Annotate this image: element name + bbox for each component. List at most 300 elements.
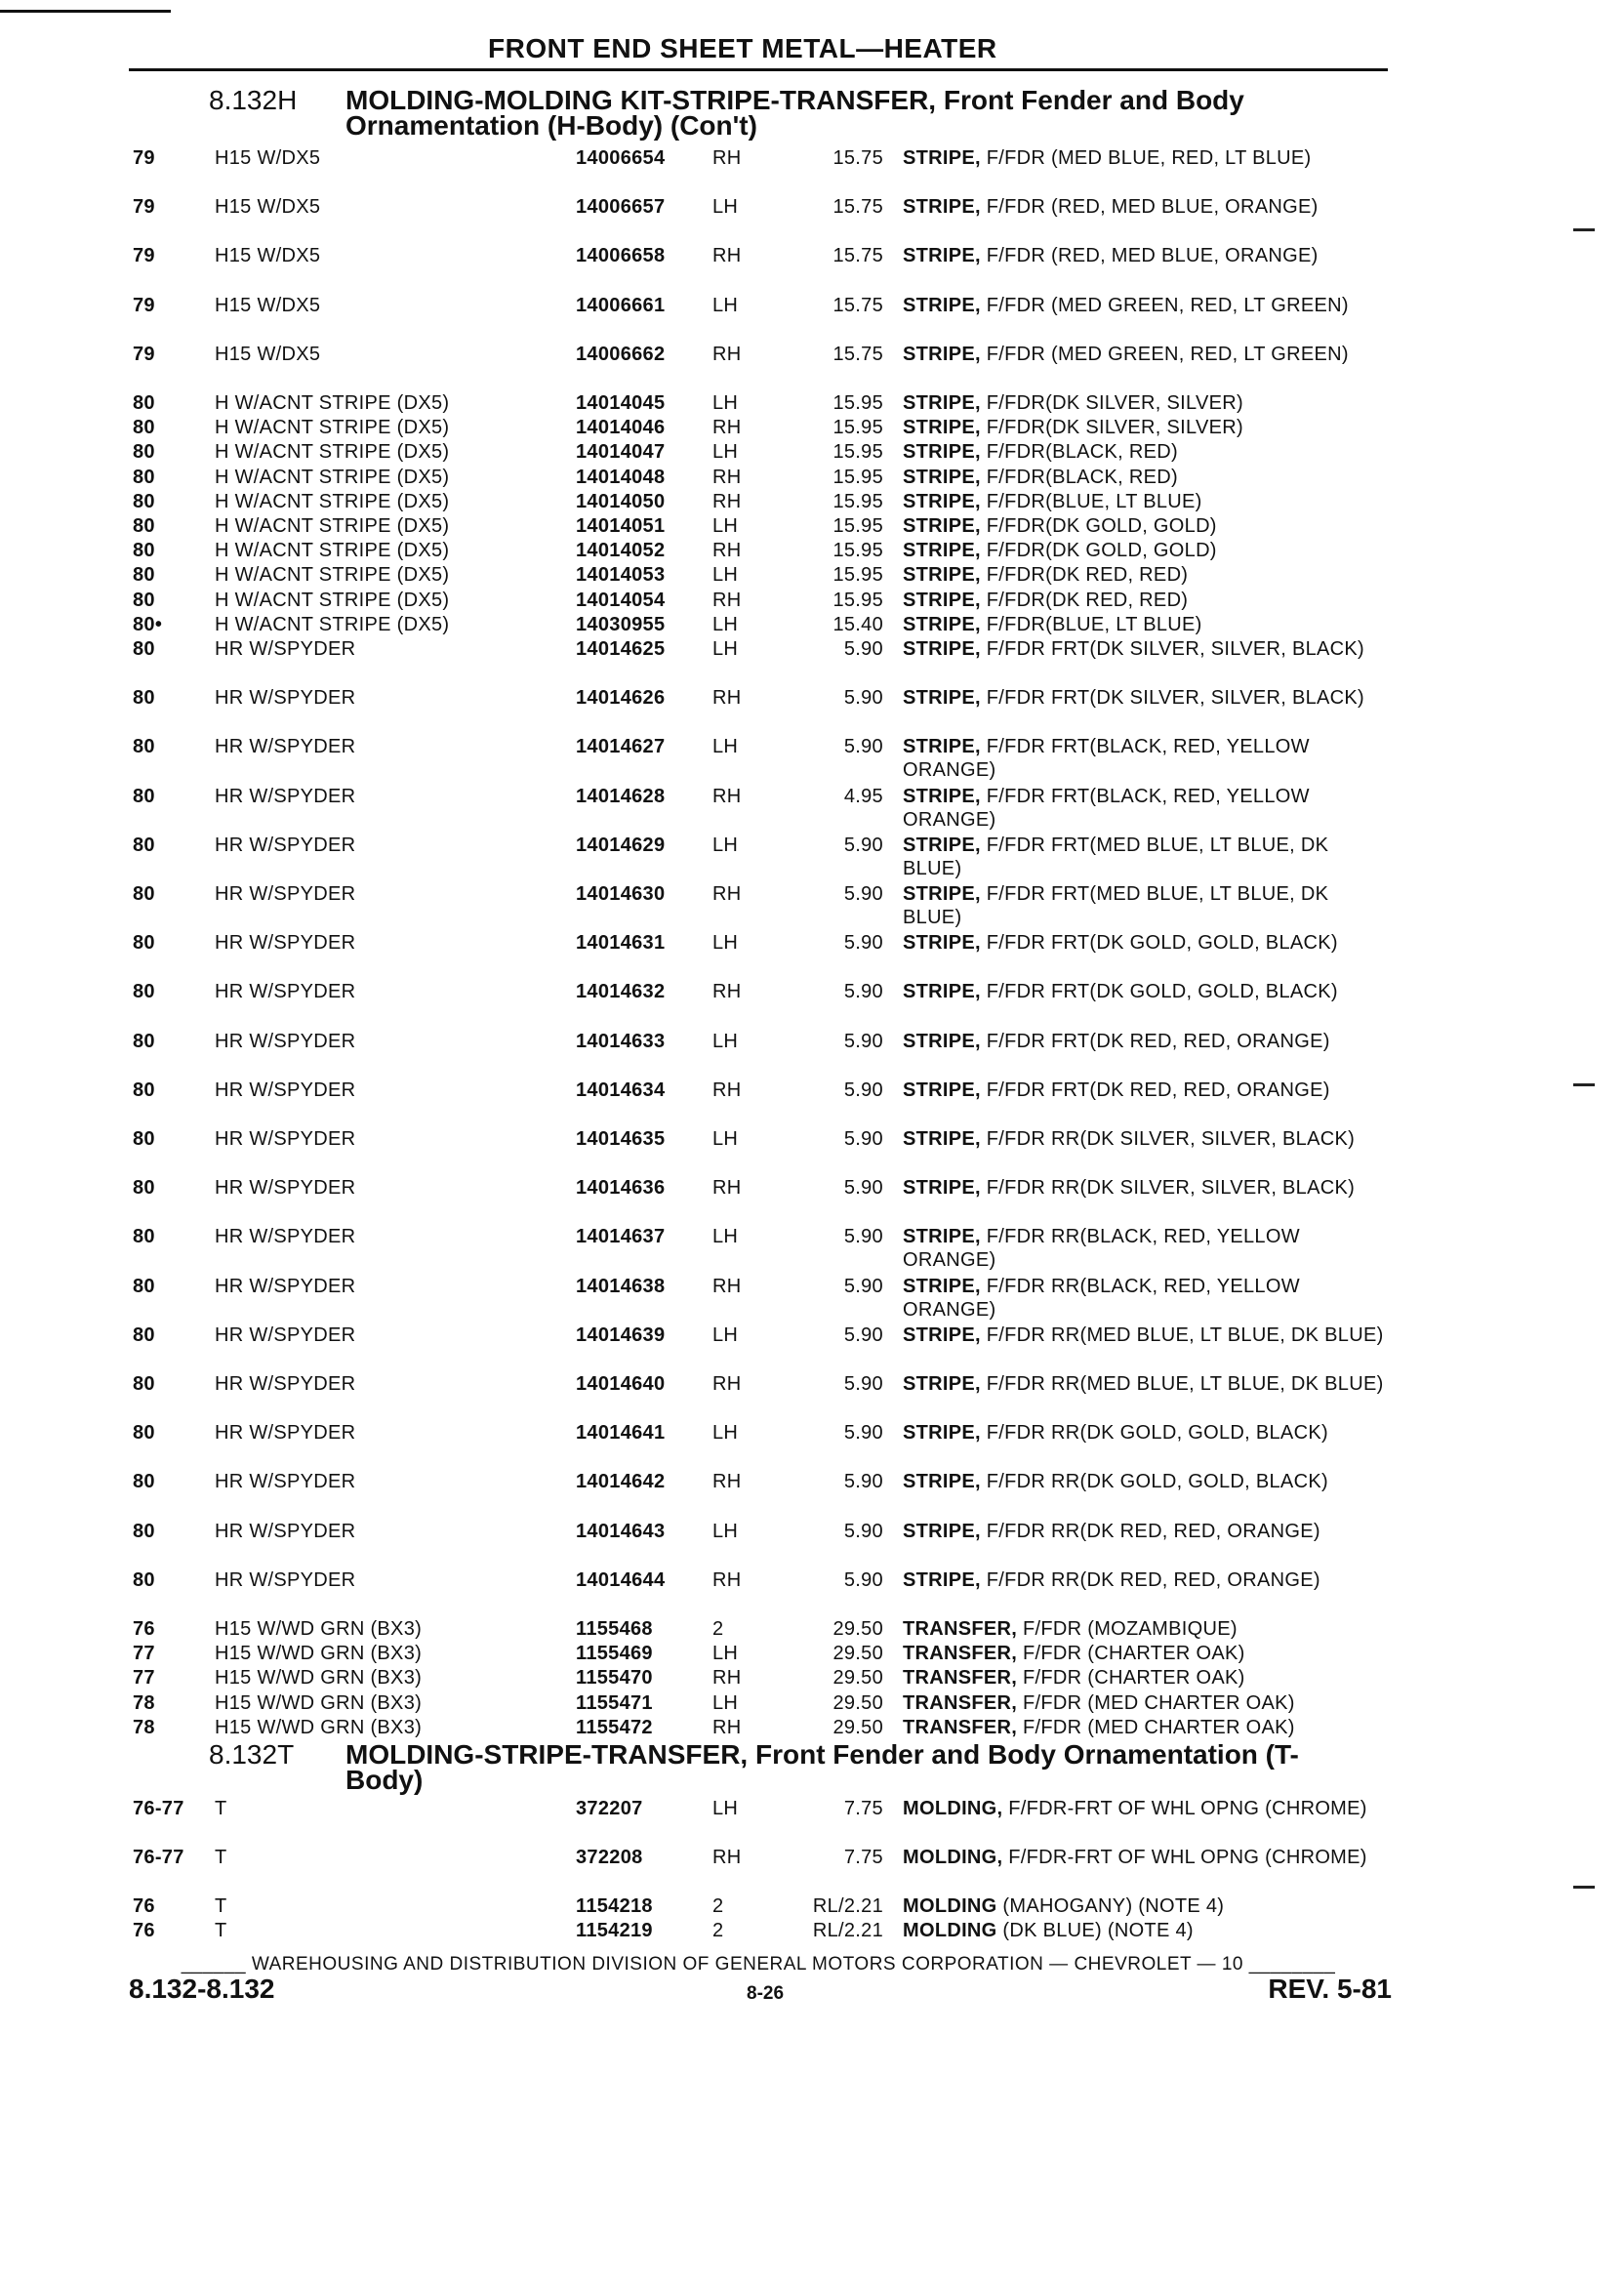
- row-description-type: STRIPE,: [903, 294, 981, 316]
- row-description: [903, 1323, 1391, 1347]
- row-description: [903, 466, 1391, 489]
- row-description: [903, 1275, 1391, 1322]
- row-description-type: STRIPE,: [903, 1323, 981, 1346]
- row-year: 79: [133, 343, 155, 365]
- row-year: 80: [133, 736, 155, 758]
- row-qty: LH: [712, 1520, 739, 1542]
- row-description-text: F/FDR(DK GOLD, GOLD): [980, 515, 1217, 537]
- row-model: H15 W/WD GRN (BX3): [215, 1667, 423, 1690]
- row-year: 80: [133, 638, 155, 660]
- row-year: 76-77: [133, 1847, 184, 1868]
- row-price: 5.90: [843, 1079, 883, 1101]
- row-qty: 2: [712, 1618, 724, 1640]
- row-description: [903, 686, 1391, 710]
- row-description-text: F/FDR FRT(DK SILVER, SILVER, BLACK): [980, 687, 1365, 710]
- row-price: 15.95: [832, 417, 883, 439]
- row-part-number: 14014642: [576, 1471, 666, 1493]
- row-description-type: STRIPE,: [903, 490, 981, 512]
- section-t-number: 8.132T: [209, 1739, 295, 1770]
- row-description-text: F/FDR(BLUE, LT BLUE): [980, 490, 1202, 512]
- row-description-text: F/FDR-FRT OF WHL OPNG (CHROME): [1002, 1847, 1367, 1868]
- row-part-number: 14014637: [576, 1226, 666, 1248]
- section-t-title-line2: Body): [345, 1765, 424, 1795]
- row-price: 15.75: [832, 147, 883, 169]
- row-description-type: STRIPE,: [903, 981, 981, 1003]
- row-description: [903, 1225, 1391, 1272]
- row-description: [903, 514, 1391, 538]
- row-year: 80: [133, 392, 155, 414]
- row-qty: LH: [712, 613, 739, 635]
- row-model: H15 W/DX5: [215, 343, 321, 365]
- row-description: [903, 539, 1391, 562]
- row-model: HR W/SPYDER: [215, 1520, 356, 1542]
- row-description-type: STRIPE,: [903, 687, 981, 710]
- row-model: H W/ACNT STRIPE (DX5): [215, 564, 450, 587]
- row-model: HR W/SPYDER: [215, 1471, 356, 1493]
- row-part-number: 14014051: [576, 515, 666, 537]
- row-description-text: F/FDR RR(BLACK, RED, YELLOW ORANGE): [903, 1226, 1300, 1272]
- row-description: [903, 1470, 1391, 1493]
- row-price: 5.90: [843, 1128, 883, 1150]
- row-description: [903, 882, 1391, 929]
- row-description-text: F/FDR(DK SILVER, SILVER): [980, 392, 1243, 414]
- row-description: [903, 343, 1391, 366]
- row-description-type: STRIPE,: [903, 1128, 981, 1150]
- row-qty: RH: [712, 490, 742, 512]
- row-model: HR W/SPYDER: [215, 1568, 356, 1591]
- row-year: 80: [133, 1128, 155, 1150]
- row-description: [903, 637, 1391, 661]
- row-price: 5.90: [843, 1373, 883, 1395]
- row-price: 15.95: [832, 515, 883, 537]
- row-part-number: 14014625: [576, 638, 666, 660]
- row-model: H15 W/WD GRN (BX3): [215, 1691, 423, 1714]
- row-price: 5.90: [843, 687, 883, 710]
- row-qty: 2: [712, 1920, 724, 1941]
- row-price: 5.90: [843, 1030, 883, 1052]
- row-part-number: 1155468: [576, 1618, 653, 1640]
- row-price: 15.95: [832, 392, 883, 414]
- row-year: 80: [133, 1079, 155, 1101]
- row-price: RL/2.21: [812, 1920, 883, 1941]
- row-year: 80: [133, 515, 155, 537]
- row-description-type: STRIPE,: [903, 417, 981, 439]
- row-year: 80: [133, 785, 155, 807]
- row-year: 76: [133, 1895, 155, 1917]
- row-description-text: F/FDR (MED BLUE, RED, LT BLUE): [980, 147, 1312, 169]
- row-description: [903, 391, 1391, 415]
- row-year: 80: [133, 1323, 155, 1346]
- row-description-type: STRIPE,: [903, 1226, 981, 1248]
- row-qty: RH: [712, 540, 742, 562]
- row-model: HR W/SPYDER: [215, 785, 356, 807]
- row-description-type: STRIPE,: [903, 1568, 981, 1591]
- row-description-text: F/FDR FRT(BLACK, RED, YELLOW ORANGE): [903, 736, 1310, 782]
- row-model: H15 W/WD GRN (BX3): [215, 1618, 423, 1640]
- row-description: [903, 1919, 1391, 1942]
- row-price: 29.50: [832, 1691, 883, 1714]
- row-part-number: 14014635: [576, 1128, 666, 1150]
- row-year: 80: [133, 589, 155, 611]
- section-h-number: 8.132H: [209, 85, 298, 115]
- row-part-number: 1155470: [576, 1667, 653, 1690]
- row-model: HR W/SPYDER: [215, 932, 356, 955]
- row-description-text: F/FDR-FRT OF WHL OPNG (CHROME): [1002, 1798, 1367, 1819]
- row-model: HR W/SPYDER: [215, 687, 356, 710]
- row-qty: RH: [712, 1471, 742, 1493]
- section-h-title-line2: Ornamentation (H-Body) (Con't): [345, 110, 757, 141]
- row-description-text: F/FDR (MED GREEN, RED, LT GREEN): [980, 343, 1349, 365]
- row-part-number: 14014640: [576, 1373, 666, 1395]
- row-qty: RH: [712, 147, 742, 169]
- row-description-type: STRIPE,: [903, 343, 981, 365]
- row-description-text: F/FDR RR(DK SILVER, SILVER, BLACK): [980, 1128, 1356, 1150]
- row-description-text: F/FDR RR(DK RED, RED, ORANGE): [980, 1568, 1320, 1591]
- row-part-number: 14006661: [576, 294, 666, 316]
- row-description: [903, 1894, 1391, 1918]
- row-description-text: F/FDR(DK RED, RED): [980, 564, 1189, 587]
- row-price: 15.75: [832, 196, 883, 219]
- row-part-number: 14006654: [576, 147, 666, 169]
- row-year: 80: [133, 687, 155, 710]
- row-model: H15 W/DX5: [215, 147, 321, 169]
- row-price: 5.90: [843, 638, 883, 660]
- row-description: [903, 1520, 1391, 1543]
- row-part-number: 14014048: [576, 466, 666, 488]
- row-part-number: 372208: [576, 1847, 643, 1868]
- row-model: H W/ACNT STRIPE (DX5): [215, 589, 450, 611]
- row-description-type: STRIPE,: [903, 785, 981, 807]
- row-part-number: 14014045: [576, 392, 666, 414]
- row-model: HR W/SPYDER: [215, 1323, 356, 1346]
- row-qty: 2: [712, 1895, 724, 1917]
- row-model: HR W/SPYDER: [215, 883, 356, 905]
- row-description-text: F/FDR(DK SILVER, SILVER): [980, 417, 1243, 439]
- header-rule: [129, 68, 1388, 71]
- row-part-number: 14014639: [576, 1323, 666, 1346]
- row-description-text: F/FDR FRT(DK SILVER, SILVER, BLACK): [980, 638, 1365, 660]
- row-description-type: STRIPE,: [903, 1373, 981, 1395]
- row-description: [903, 1568, 1391, 1592]
- row-part-number: 14014638: [576, 1275, 666, 1297]
- row-description-text: F/FDR FRT(BLACK, RED, YELLOW ORANGE): [903, 785, 1310, 831]
- row-description: [903, 785, 1391, 832]
- row-price: 15.95: [832, 564, 883, 587]
- row-description-text: F/FDR (MOZAMBIQUE): [1017, 1618, 1238, 1640]
- row-model: HR W/SPYDER: [215, 1373, 356, 1395]
- row-year: 80: [133, 1471, 155, 1493]
- row-year: 80: [133, 466, 155, 488]
- row-description: [903, 980, 1391, 1003]
- row-description: [903, 1716, 1391, 1739]
- row-model: T: [215, 1798, 227, 1819]
- row-price: 5.90: [843, 1471, 883, 1493]
- row-part-number: 14014626: [576, 687, 666, 710]
- row-year: 80: [133, 1030, 155, 1052]
- row-description-text: F/FDR (MED CHARTER OAK): [1017, 1716, 1295, 1738]
- row-description-type: STRIPE,: [903, 883, 981, 905]
- row-qty: RH: [712, 1847, 742, 1868]
- row-year: 80: [133, 883, 155, 905]
- row-description-text: F/FDR RR(DK GOLD, GOLD, BLACK): [980, 1422, 1328, 1445]
- row-price: 15.95: [832, 441, 883, 464]
- row-description-text: F/FDR FRT(MED BLUE, LT BLUE, DK BLUE): [903, 883, 1329, 928]
- row-qty: LH: [712, 1226, 739, 1248]
- row-description: [903, 416, 1391, 439]
- row-qty: RH: [712, 1079, 742, 1101]
- row-qty: RH: [712, 1716, 742, 1738]
- row-part-number: 1155472: [576, 1716, 653, 1738]
- row-model: HR W/SPYDER: [215, 834, 356, 856]
- row-description-type: STRIPE,: [903, 1177, 981, 1200]
- row-description: [903, 490, 1391, 513]
- row-qty: LH: [712, 1422, 739, 1445]
- row-description: [903, 146, 1391, 170]
- row-part-number: 1155469: [576, 1643, 653, 1665]
- row-model: H W/ACNT STRIPE (DX5): [215, 441, 450, 464]
- row-year: 80: [133, 1373, 155, 1395]
- row-model: H W/ACNT STRIPE (DX5): [215, 613, 450, 635]
- footer-distribution-line: ______ WAREHOUSING AND DISTRIBUTION DIVISION OF GENERAL MOTORS CORPORATION — CHEVROLET — 10 ________: [181, 1954, 1336, 1975]
- row-description-type: STRIPE,: [903, 196, 981, 219]
- margin-tick: [1573, 1886, 1595, 1889]
- row-description-text: (MAHOGANY) (NOTE 4): [996, 1895, 1225, 1917]
- margin-tick: [1573, 228, 1595, 231]
- row-model: H W/ACNT STRIPE (DX5): [215, 515, 450, 537]
- row-description-type: STRIPE,: [903, 564, 981, 587]
- row-part-number: 14014636: [576, 1177, 666, 1200]
- row-year: 80: [133, 1520, 155, 1542]
- footer-revision: REV. 5-81: [1268, 1974, 1392, 2004]
- row-price: 15.40: [832, 613, 883, 635]
- row-qty: LH: [712, 1643, 739, 1665]
- row-description-text: F/FDR (RED, MED BLUE, ORANGE): [980, 196, 1319, 219]
- row-model: HR W/SPYDER: [215, 1128, 356, 1150]
- section-t-title: [209, 1739, 1299, 1795]
- row-part-number: 14014627: [576, 736, 666, 758]
- row-qty: LH: [712, 834, 739, 856]
- row-year: 80•: [133, 613, 163, 635]
- row-year: 78: [133, 1716, 155, 1738]
- row-part-number: 14006658: [576, 245, 666, 267]
- row-model: HR W/SPYDER: [215, 736, 356, 758]
- row-part-number: 14014047: [576, 441, 666, 464]
- row-description: [903, 1797, 1391, 1820]
- row-description-type: STRIPE,: [903, 834, 981, 856]
- row-model: H W/ACNT STRIPE (DX5): [215, 466, 450, 488]
- row-year: 80: [133, 564, 155, 587]
- row-price: 15.75: [832, 343, 883, 365]
- row-price: 15.95: [832, 490, 883, 512]
- row-description: [903, 440, 1391, 464]
- row-part-number: 14014631: [576, 932, 666, 955]
- row-qty: RH: [712, 589, 742, 611]
- row-part-number: 14014643: [576, 1520, 666, 1542]
- row-price: 5.90: [843, 932, 883, 955]
- row-year: 79: [133, 147, 155, 169]
- row-year: 76-77: [133, 1798, 184, 1819]
- row-description-text: (DK BLUE) (NOTE 4): [996, 1920, 1194, 1941]
- row-description-text: F/FDR(DK RED, RED): [980, 589, 1189, 611]
- top-left-rule: [0, 10, 171, 13]
- row-description: [903, 1079, 1391, 1102]
- section-h-title-line1: MOLDING-MOLDING KIT-STRIPE-TRANSFER, Front Fender and Body: [345, 85, 1244, 115]
- row-model: HR W/SPYDER: [215, 1079, 356, 1101]
- row-description-text: F/FDR(DK GOLD, GOLD): [980, 540, 1217, 562]
- row-model: HR W/SPYDER: [215, 981, 356, 1003]
- row-year: 80: [133, 834, 155, 856]
- row-description-text: F/FDR FRT(DK GOLD, GOLD, BLACK): [980, 981, 1338, 1003]
- row-qty: RH: [712, 343, 742, 365]
- row-price: 5.90: [843, 834, 883, 856]
- row-description-text: F/FDR FRT(MED BLUE, LT BLUE, DK BLUE): [903, 834, 1329, 879]
- row-description-text: F/FDR RR(DK RED, RED, ORANGE): [980, 1520, 1320, 1542]
- row-year: 80: [133, 417, 155, 439]
- row-price: 4.95: [843, 785, 883, 807]
- row-description: [903, 834, 1391, 880]
- row-description-type: STRIPE,: [903, 245, 981, 267]
- row-description-type: STRIPE,: [903, 589, 981, 611]
- row-qty: RH: [712, 1373, 742, 1395]
- row-price: 5.90: [843, 981, 883, 1003]
- footer-section-range: 8.132-8.132: [129, 1974, 275, 2004]
- row-description-type: TRANSFER,: [903, 1716, 1018, 1738]
- row-year: 77: [133, 1667, 155, 1690]
- row-description: [903, 1846, 1391, 1869]
- row-year: 80: [133, 1177, 155, 1200]
- row-price: 5.90: [843, 1568, 883, 1591]
- row-year: 80: [133, 490, 155, 512]
- row-description: [903, 1691, 1391, 1715]
- row-description-type: STRIPE,: [903, 736, 981, 758]
- row-qty: LH: [712, 515, 739, 537]
- row-qty: LH: [712, 638, 739, 660]
- row-qty: LH: [712, 1798, 739, 1819]
- row-price: RL/2.21: [812, 1895, 883, 1917]
- row-year: 80: [133, 1568, 155, 1591]
- row-description: [903, 1421, 1391, 1445]
- row-price: 29.50: [832, 1667, 883, 1690]
- row-qty: RH: [712, 417, 742, 439]
- row-model: H15 W/WD GRN (BX3): [215, 1716, 423, 1738]
- row-description-type: STRIPE,: [903, 638, 981, 660]
- row-qty: LH: [712, 1128, 739, 1150]
- row-description-type: TRANSFER,: [903, 1618, 1018, 1640]
- row-price: 15.95: [832, 466, 883, 488]
- row-description: [903, 1642, 1391, 1665]
- row-qty: LH: [712, 196, 739, 219]
- row-year: 80: [133, 1422, 155, 1445]
- footer-line-text: WAREHOUSING AND DISTRIBUTION DIVISION OF GENERAL MOTORS CORPORATION — CHEVROLET — 10: [251, 1954, 1243, 1975]
- row-description: [903, 589, 1391, 612]
- row-description-type: STRIPE,: [903, 1520, 981, 1542]
- row-part-number: 14014053: [576, 564, 666, 587]
- row-price: 15.95: [832, 540, 883, 562]
- row-description-text: F/FDR (MED CHARTER OAK): [1017, 1691, 1295, 1714]
- row-qty: RH: [712, 687, 742, 710]
- row-description-type: MOLDING: [903, 1920, 997, 1941]
- row-description-type: STRIPE,: [903, 932, 981, 955]
- row-description: [903, 1030, 1391, 1053]
- row-model: T: [215, 1895, 227, 1917]
- row-description-text: F/FDR FRT(DK RED, RED, ORANGE): [980, 1079, 1330, 1101]
- row-model: HR W/SPYDER: [215, 638, 356, 660]
- row-description-text: F/FDR (CHARTER OAK): [1017, 1667, 1245, 1690]
- row-part-number: 14006657: [576, 196, 666, 219]
- row-part-number: 14014628: [576, 785, 666, 807]
- row-model: T: [215, 1847, 227, 1868]
- row-description-type: STRIPE,: [903, 147, 981, 169]
- row-price: 5.90: [843, 736, 883, 758]
- row-qty: RH: [712, 1275, 742, 1297]
- row-part-number: 14014633: [576, 1030, 666, 1052]
- row-part-number: 14014644: [576, 1568, 666, 1591]
- row-model: HR W/SPYDER: [215, 1226, 356, 1248]
- row-year: 80: [133, 981, 155, 1003]
- row-qty: RH: [712, 466, 742, 488]
- row-qty: RH: [712, 981, 742, 1003]
- row-description: [903, 613, 1391, 636]
- row-model: HR W/SPYDER: [215, 1275, 356, 1297]
- row-year: 80: [133, 1226, 155, 1248]
- row-model: H15 W/DX5: [215, 245, 321, 267]
- row-model: H15 W/DX5: [215, 196, 321, 219]
- row-description: [903, 1666, 1391, 1690]
- row-qty: RH: [712, 785, 742, 807]
- row-price: 5.90: [843, 1275, 883, 1297]
- row-qty: RH: [712, 1177, 742, 1200]
- row-description: [903, 294, 1391, 317]
- row-model: HR W/SPYDER: [215, 1177, 356, 1200]
- row-model: H W/ACNT STRIPE (DX5): [215, 392, 450, 414]
- row-description-type: STRIPE,: [903, 515, 981, 537]
- row-model: H W/ACNT STRIPE (DX5): [215, 540, 450, 562]
- row-qty: LH: [712, 932, 739, 955]
- row-description-type: STRIPE,: [903, 1079, 981, 1101]
- row-description-type: STRIPE,: [903, 540, 981, 562]
- row-qty: LH: [712, 1030, 739, 1052]
- row-description-type: MOLDING,: [903, 1847, 1003, 1868]
- row-year: 76: [133, 1920, 155, 1941]
- row-qty: LH: [712, 736, 739, 758]
- row-description: [903, 931, 1391, 955]
- row-part-number: 1154218: [576, 1895, 653, 1917]
- row-part-number: 14014629: [576, 834, 666, 856]
- row-description: [903, 563, 1391, 587]
- row-description-text: F/FDR(BLACK, RED): [980, 441, 1178, 464]
- row-year: 79: [133, 294, 155, 316]
- row-price: 15.95: [832, 589, 883, 611]
- row-description: [903, 244, 1391, 267]
- row-model: HR W/SPYDER: [215, 1030, 356, 1052]
- row-description-text: F/FDR FRT(DK RED, RED, ORANGE): [980, 1030, 1330, 1052]
- row-description-type: STRIPE,: [903, 1030, 981, 1052]
- row-price: 5.90: [843, 1323, 883, 1346]
- row-year: 79: [133, 196, 155, 219]
- row-description-type: STRIPE,: [903, 392, 981, 414]
- row-qty: LH: [712, 1323, 739, 1346]
- row-description-text: F/FDR(BLACK, RED): [980, 466, 1178, 488]
- row-description: [903, 735, 1391, 782]
- row-description-type: STRIPE,: [903, 466, 981, 488]
- row-year: 80: [133, 441, 155, 464]
- section-h-title: [209, 85, 1244, 141]
- row-part-number: 14014052: [576, 540, 666, 562]
- row-description-type: MOLDING: [903, 1895, 997, 1917]
- section-t-title-line1: MOLDING-STRIPE-TRANSFER, Front Fender and Body Ornamentation (T-: [345, 1739, 1299, 1770]
- row-qty: RH: [712, 1667, 742, 1690]
- row-qty: LH: [712, 294, 739, 316]
